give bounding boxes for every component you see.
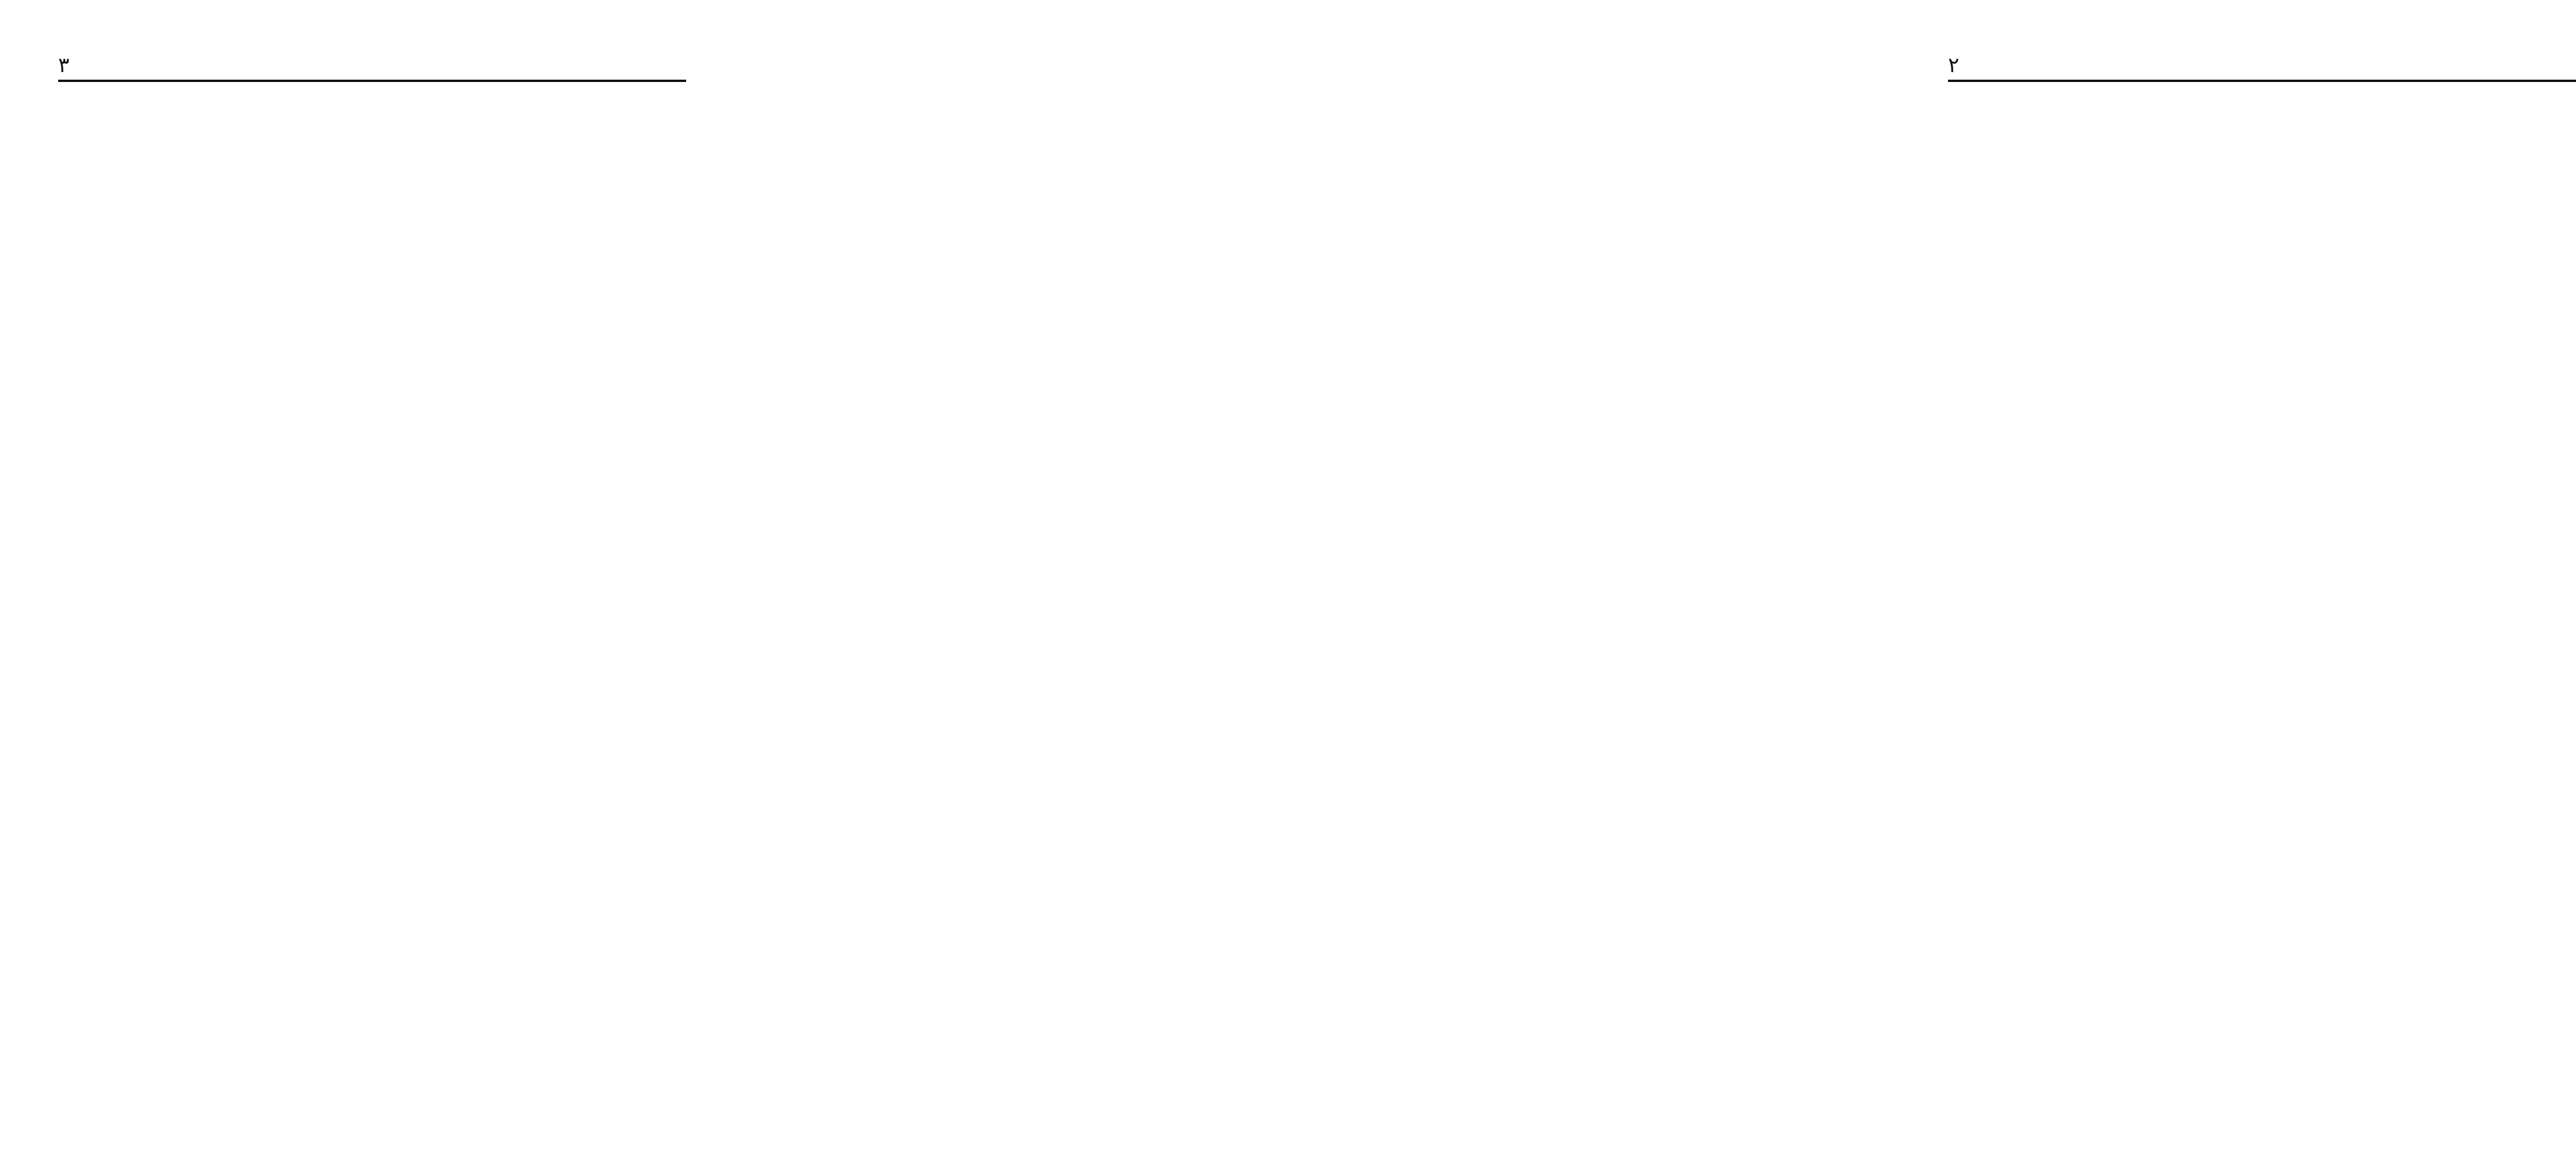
header-rule xyxy=(58,80,686,82)
header-rule xyxy=(1948,80,2576,82)
left-page xyxy=(0,0,872,1163)
page-number: ۳ xyxy=(58,53,70,77)
running-header xyxy=(1948,49,2576,84)
page-number: ۲ xyxy=(1948,53,1960,77)
running-header xyxy=(58,49,686,84)
right-page xyxy=(872,0,1960,1163)
